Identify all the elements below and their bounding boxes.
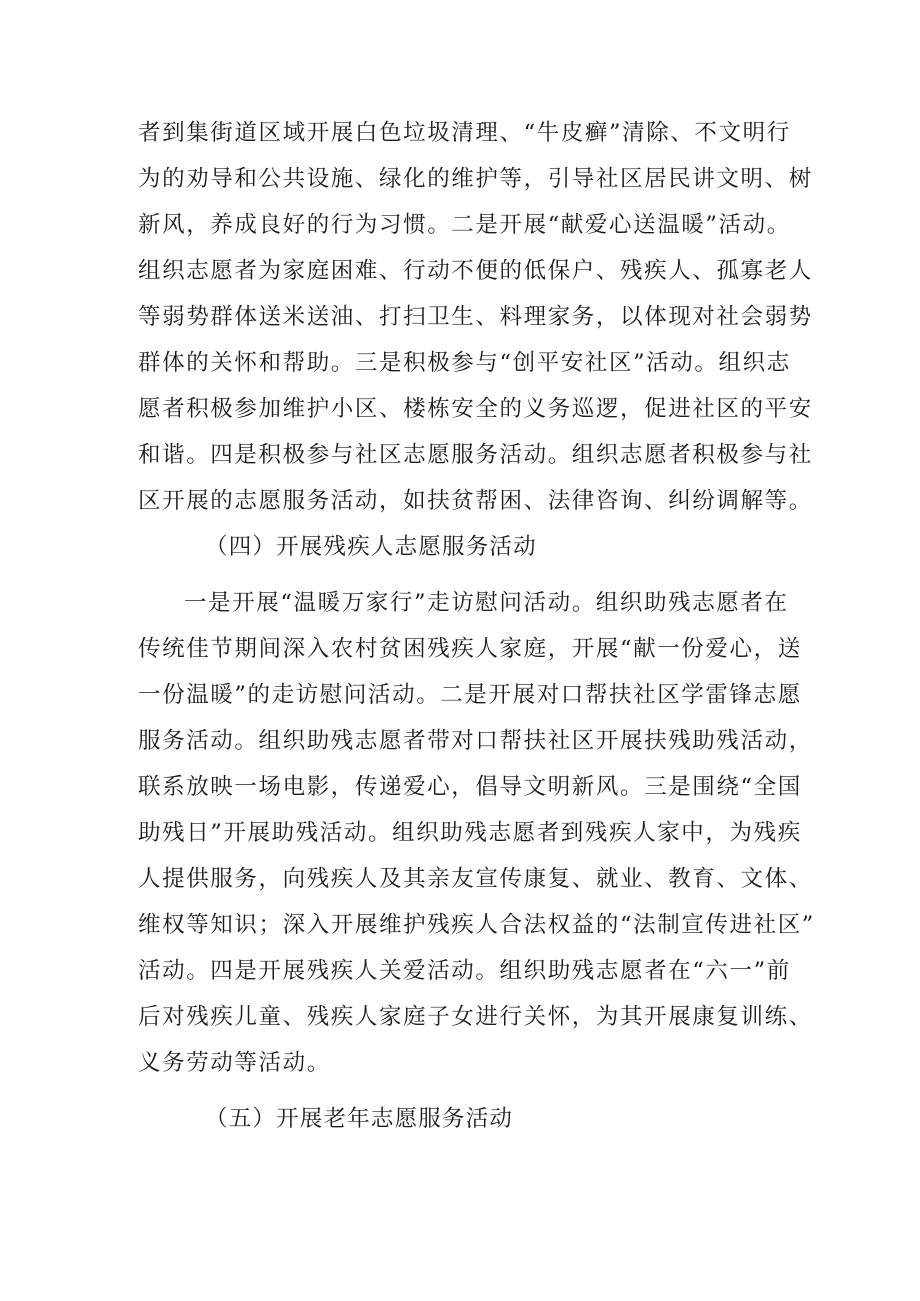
section-heading-5: （五）开展老年志愿服务活动 [205,1106,514,1132]
paragraph-line: 一份温暖”的走访慰问活动。二是开展对口帮扶社区学雷锋志愿 [138,682,802,708]
paragraph-line: 一是开展“温暖万家行”走访慰问活动。组织助残志愿者在 [184,590,789,616]
paragraph-line: 联系放映一场电影，传递爱心，倡导文明新风。三是围绕“全国 [138,774,802,800]
paragraph-line: 活动。四是开展残疾人关爱活动。组织助残志愿者在“六一”前 [138,958,791,984]
paragraph-line: 传统佳节期间深入农村贫困残疾人家庭，开展“献一份爱心，送 [138,636,802,662]
paragraph-line: 维权等知识；深入开展维护残疾人合法权益的“法制宣传进社区” [138,912,815,938]
paragraph-line: 人提供服务，向残疾人及其亲友宣传康复、就业、教育、文体、 [138,866,813,892]
paragraph-line: 群体的关怀和帮助。三是积极参与“创平安社区”活动。组织志 [138,350,791,376]
paragraph-line: 等弱势群体送米送油、打扫卫生、料理家务，以体现对社会弱势 [138,304,813,330]
paragraph-line: 和谐。四是积极参与社区志愿服务活动。组织志愿者积极参与社 [138,442,813,468]
paragraph-line: 义务劳动等活动。 [138,1050,331,1076]
paragraph-line: 者到集街道区域开展白色垃圾清理、“牛皮癣”清除、不文明行 [138,120,791,146]
paragraph-line: 新风，养成良好的行为习惯。二是开展“献爱心送温暖”活动。 [138,212,791,238]
paragraph-line: 组织志愿者为家庭困难、行动不便的低保户、残疾人、孤寡老人 [138,258,813,284]
section-heading-4: （四）开展残疾人志愿服务活动 [205,534,537,560]
paragraph-line: 为的劝导和公共设施、绿化的维护等，引导社区居民讲文明、树 [138,166,813,192]
paragraph-line: 愿者积极参加维护小区、楼栋安全的义务巡逻，促进社区的平安 [138,396,813,422]
paragraph-line: 服务活动。组织助残志愿者带对口帮扶社区开展扶残助残活动， [138,728,813,754]
paragraph-line: 助残日”开展助残活动。组织助残志愿者到残疾人家中，为残疾 [138,820,802,846]
paragraph-line: 后对残疾儿童、残疾人家庭子女进行关怀，为其开展康复训练、 [138,1004,813,1030]
paragraph-line: 区开展的志愿服务活动，如扶贫帮困、法律咨询、纠纷调解等。 [138,488,813,514]
